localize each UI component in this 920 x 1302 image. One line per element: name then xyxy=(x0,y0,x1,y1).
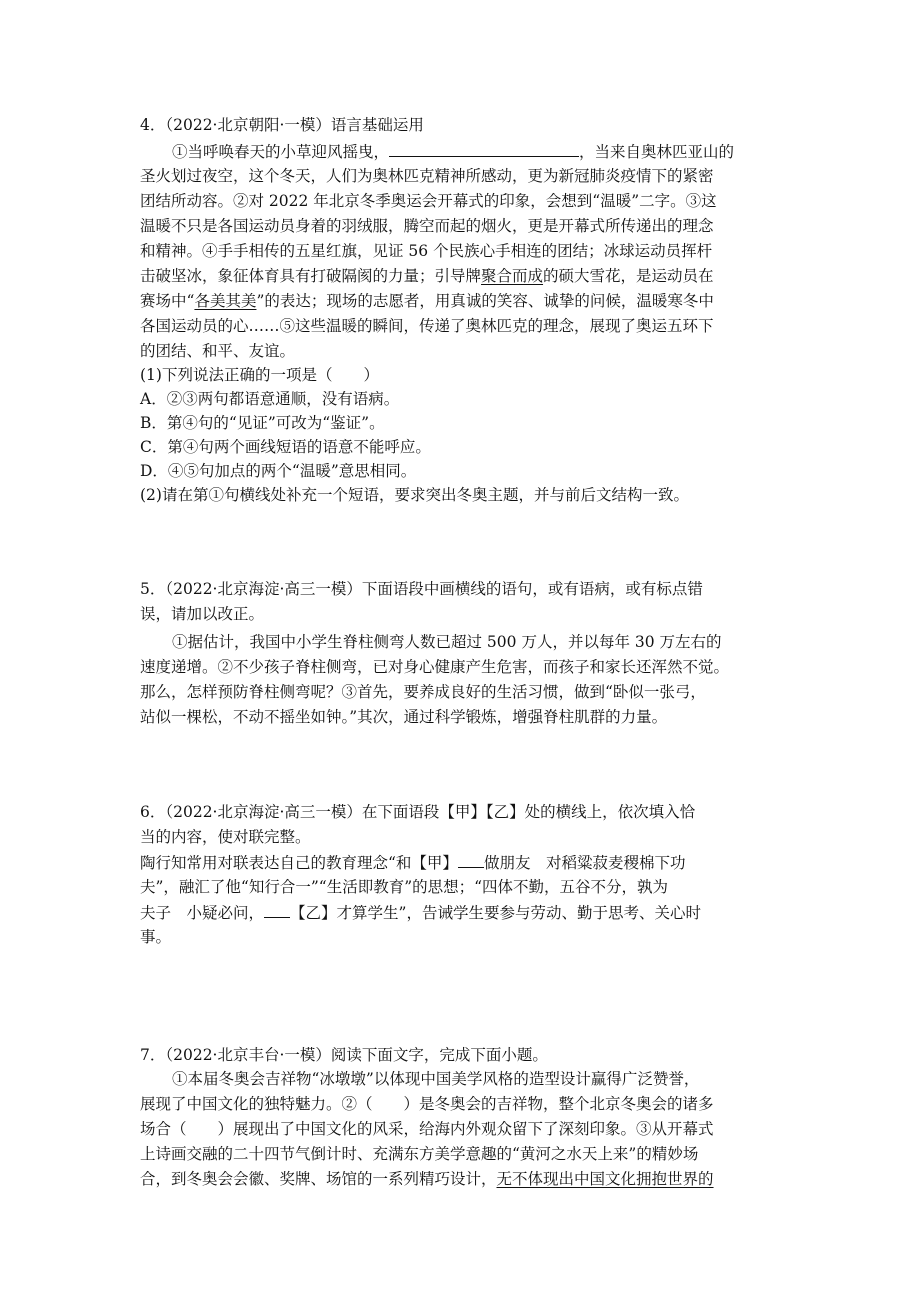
q4-option-a: A．②③两句都语意通顺，没有语病。 xyxy=(140,390,400,408)
q4-passage-line-2: 圣火划过夜空，这个冬天，人们为奥林匹克精神所感动，更为新冠肺炎疫情下的紧密 xyxy=(140,167,714,185)
q6-passage-line-4: 事。 xyxy=(140,928,172,946)
q4-passage-line-5: 和精神。④手手相传的五星红旗，见证 56 个民族心手相连的团结；冰球运动员挥杆 xyxy=(140,242,713,260)
q4-option-d: D．④⑤句加点的两个“温暖”意思相同。 xyxy=(140,462,417,480)
q4-passage-line-3: 团结所动容。②对 2022 年北京冬季奥运会开幕式的印象，会想到“温暖”二字。③这 xyxy=(140,192,717,210)
q6-heading-line-1: 6．（2022·北京海淀·高三一模）在下面语段【甲】【乙】处的横线上，依次填入恰 xyxy=(140,803,696,821)
q6-blank-yi[interactable] xyxy=(264,901,290,918)
q4-heading: 4．（2022·北京朝阳·一模）语言基础运用 xyxy=(140,116,424,134)
q7-passage-line-3: 场合（ ）展现出了中国文化的风采，给海内外观众留下了深刻印象。③从开幕式 xyxy=(140,1120,714,1138)
q4-passage-line-7: 赛场中“各美其美”的表达；现场的志愿者，用真诚的笑容、诚挚的问候，温暖寒冬中 xyxy=(140,292,714,310)
q6-heading-line-2: 当的内容，使对联完整。 xyxy=(140,828,311,846)
q4-passage-line-9: 的团结、和平、友谊。 xyxy=(140,342,296,360)
q5-passage-line-3: 那么，怎样预防脊柱侧弯呢？③首先，要养成良好的生活习惯，做到“卧似一张弓， xyxy=(140,683,706,701)
q4-passage-line-1: ①当呼唤春天的小草迎风摇曳， ，当来自奥林匹亚山的 xyxy=(172,140,734,163)
q6-passage-line-2: 夫”，融汇了他“知行合一”“生活即教育”的思想；“四体不勤，五谷不分，孰为 xyxy=(140,878,669,896)
q7-heading: 7．（2022·北京丰台·一模）阅读下面文字，完成下面小题。 xyxy=(140,1046,548,1064)
underlined-phrase: 各美其美 xyxy=(194,292,257,310)
q4-subquestion-2: (2)请在第①句横线处补充一个短语，要求突出冬奥主题，并与前后文结构一致。 xyxy=(140,486,689,504)
q6-blank-jia[interactable] xyxy=(458,851,484,868)
q5-heading-line-1: 5．（2022·北京海淀·高三一模）下面语段中画横线的语句，或有语病，或有标点错 xyxy=(140,580,703,598)
q4-passage-line-8: 各国运动员的心……⑤这些温暖的瞬间，传递了奥林匹克的理念，展现了奥运五环下 xyxy=(140,317,714,335)
q4-option-b: B．第④句的“见证”可改为“鉴证”。 xyxy=(140,414,385,432)
q7-passage-line-1: ①本届冬奥会吉祥物“冰墩墩”以体现中国美学风格的造型设计赢得广泛赞誉， xyxy=(172,1070,700,1088)
q7-passage-line-5: 合，到冬奥会会徽、奖牌、场馆的一系列精巧设计，无不体现出中国文化拥抱世界的 xyxy=(140,1170,714,1188)
q4-passage-line-4: 温暖不只是各国运动员身着的羽绒服，腾空而起的烟火，更是开幕式所传递出的理念 xyxy=(140,217,714,235)
q4-passage-line-6: 击破坚冰，象征体育具有打破隔阂的力量；引导牌聚合而成的硕大雪花，是运动员在 xyxy=(140,267,714,285)
q5-heading-line-2: 误，请加以改正。 xyxy=(140,605,265,623)
underlined-sentence: 无不体现出中国文化拥抱世界的 xyxy=(496,1170,714,1188)
q4-answer-blank[interactable] xyxy=(389,140,579,157)
q7-passage-line-4: 上诗画交融的二十四节气倒计时、充满东方美学意趣的“黄河之水天上来”的精妙场 xyxy=(140,1145,699,1163)
q7-passage-line-2: 展现了中国文化的独特魅力。②（ ）是冬奥会的吉祥物，整个北京冬奥会的诸多 xyxy=(140,1095,714,1113)
q4-subquestion-1: (1)下列说法正确的一项是（ ） xyxy=(140,366,379,384)
q4-option-c: C．第④句两个画线短语的语意不能呼应。 xyxy=(140,438,431,456)
underlined-phrase: 聚合而成 xyxy=(481,267,544,285)
q5-passage-line-1: ①据估计，我国中小学生脊柱侧弯人数已超过 500 万人，并以每年 30 万左右的 xyxy=(172,633,722,651)
q6-passage-line-3: 夫子 小疑必问， 【乙】才算学生”，告诫学生要参与劳动、勤于思考、关心时 xyxy=(140,901,701,924)
q6-passage-line-1: 陶行知常用对联表达自己的教育理念“和【甲】 做朋友 对稻粱菽麦稷棉下功 xyxy=(140,851,685,874)
q5-passage-line-2: 速度递增。②不少孩子脊柱侧弯，已对身心健康产生危害，而孩子和家长还浑然不觉。 xyxy=(140,658,730,676)
q5-passage-line-4: 站似一棵松，不动不摇坐如钟。”其次，通过科学锻炼，增强脊柱肌群的力量。 xyxy=(140,708,668,726)
